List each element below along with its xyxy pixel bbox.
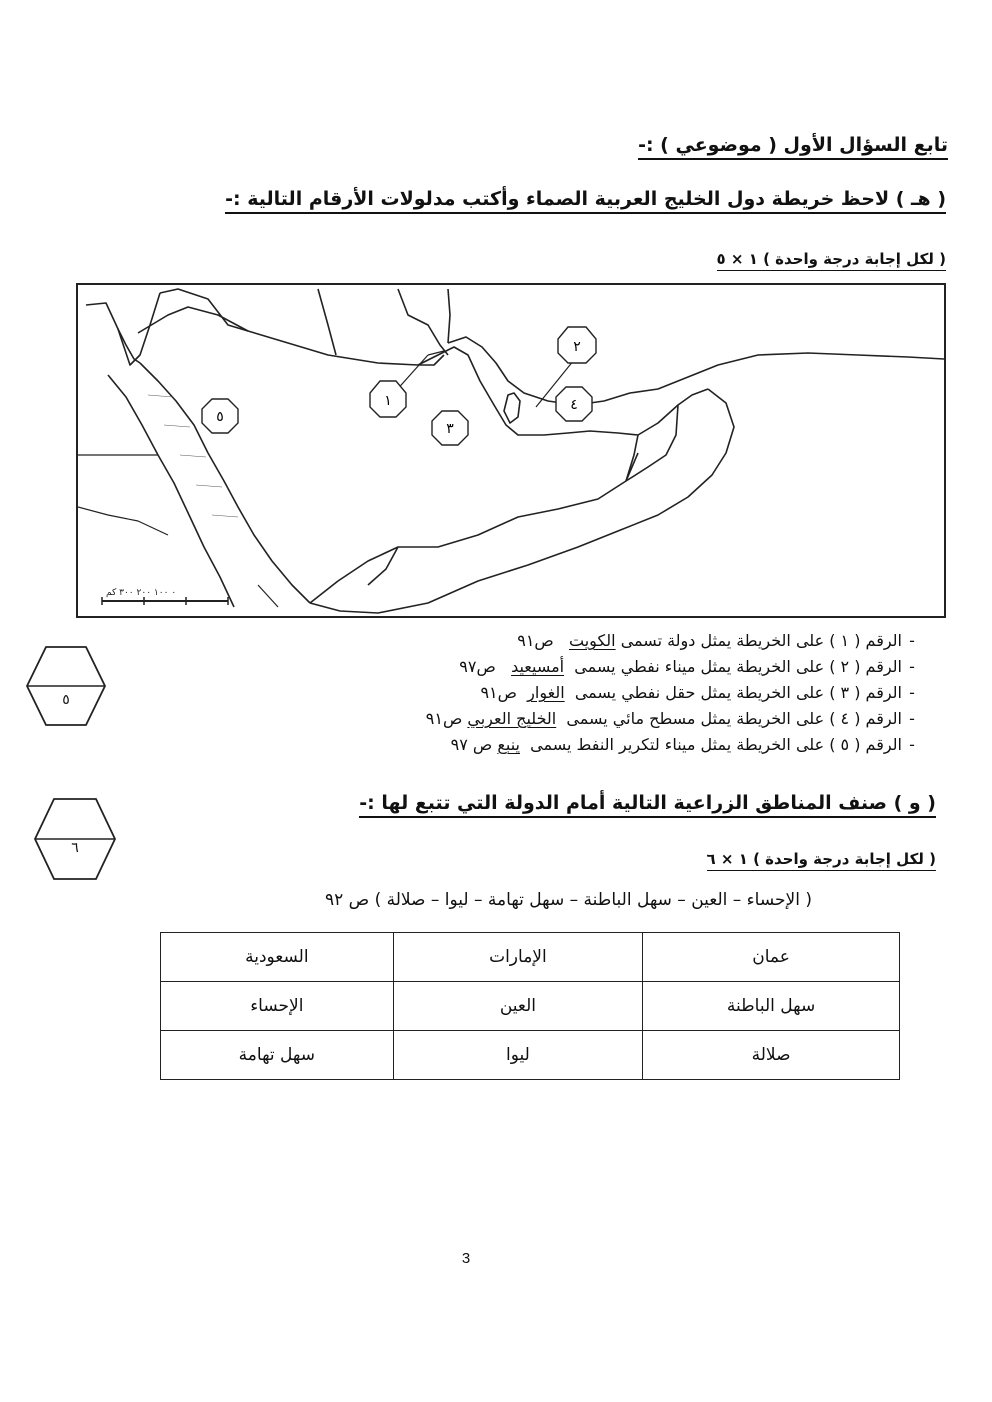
answer-line: -الرقم ( ٥ ) على الخريطة يمثل ميناء لتكرير النفط يسمى ينبع ص ٩٧ (450, 735, 915, 754)
table-cell: ليوا (393, 1031, 642, 1080)
table-cell: الإمارات (393, 933, 642, 982)
table-cell: سهل الباطنة (643, 982, 900, 1031)
answer-line: -الرقم ( ٤ ) على الخريطة يمثل مسطح مائي يسمى الخليج العربي ص٩١ (425, 709, 915, 728)
map-scale-bar (102, 588, 228, 605)
section-h-grading: ( لكل إجابة درجة واحدة ) ١ × ٥ (717, 250, 946, 271)
gulf-map (76, 283, 946, 618)
score-box-section-w (32, 796, 118, 882)
answer-line: -الرقم ( ١ ) على الخريطة يمثل دولة تسمى الكويت ص٩١ (517, 631, 915, 650)
section-w-grading: ( لكل إجابة درجة واحدة ) ١ × ٦ (707, 850, 936, 871)
table-cell: سهل تهامة (161, 1031, 394, 1080)
gulf-map-drawing (78, 285, 944, 616)
score-value-section-w: ٦ (71, 840, 79, 856)
section-w-title: ( و ) صنف المناطق الزراعية التالية أمام الدولة التي تتبع لها :- (359, 792, 936, 818)
table-row (161, 1031, 900, 1080)
answer-line: -الرقم ( ٣ ) على الخريطة يمثل حقل نفطي يسمى الغوار ص٩١ (480, 683, 915, 702)
table-cell: العين (393, 982, 642, 1031)
map-label-3: ٣ (446, 421, 454, 437)
table-row (161, 933, 900, 982)
map-label-2: ٢ (573, 339, 581, 355)
page-number: 3 (461, 1250, 471, 1267)
table-cell: السعودية (161, 933, 394, 982)
map-label-4: ٤ (570, 397, 578, 413)
section-h-title: ( هـ ) لاحظ خريطة دول الخليج العربية الصماء وأكتب مدلولات الأرقام التالية :- (225, 188, 946, 214)
table-cell: عمان (643, 933, 900, 982)
page-heading: تابع السؤال الأول ( موضوعي ) :- (638, 134, 948, 160)
score-value-section-h: ٥ (62, 692, 70, 708)
table-cell: الإحساء (161, 982, 394, 1031)
table-row (161, 982, 900, 1031)
answer-line: -الرقم ( ٢ ) على الخريطة يمثل ميناء نفطي يسمى أمسيعيد ص٩٧ (459, 657, 915, 676)
classification-table (160, 932, 900, 1080)
section-h-answers (202, 628, 922, 758)
map-scale-text: ٠ ١٠٠ ٢٠٠ ٣٠٠ كم (106, 588, 177, 598)
table-cell: صلالة (643, 1031, 900, 1080)
map-label-5: ٥ (216, 409, 224, 425)
score-box-section-h (24, 644, 108, 728)
section-w-options: ( الإحساء – العين – سهل الباطنة – سهل تهامة – ليوا – صلالة ) ص ٩٢ (324, 890, 812, 910)
map-label-1: ١ (384, 393, 392, 409)
